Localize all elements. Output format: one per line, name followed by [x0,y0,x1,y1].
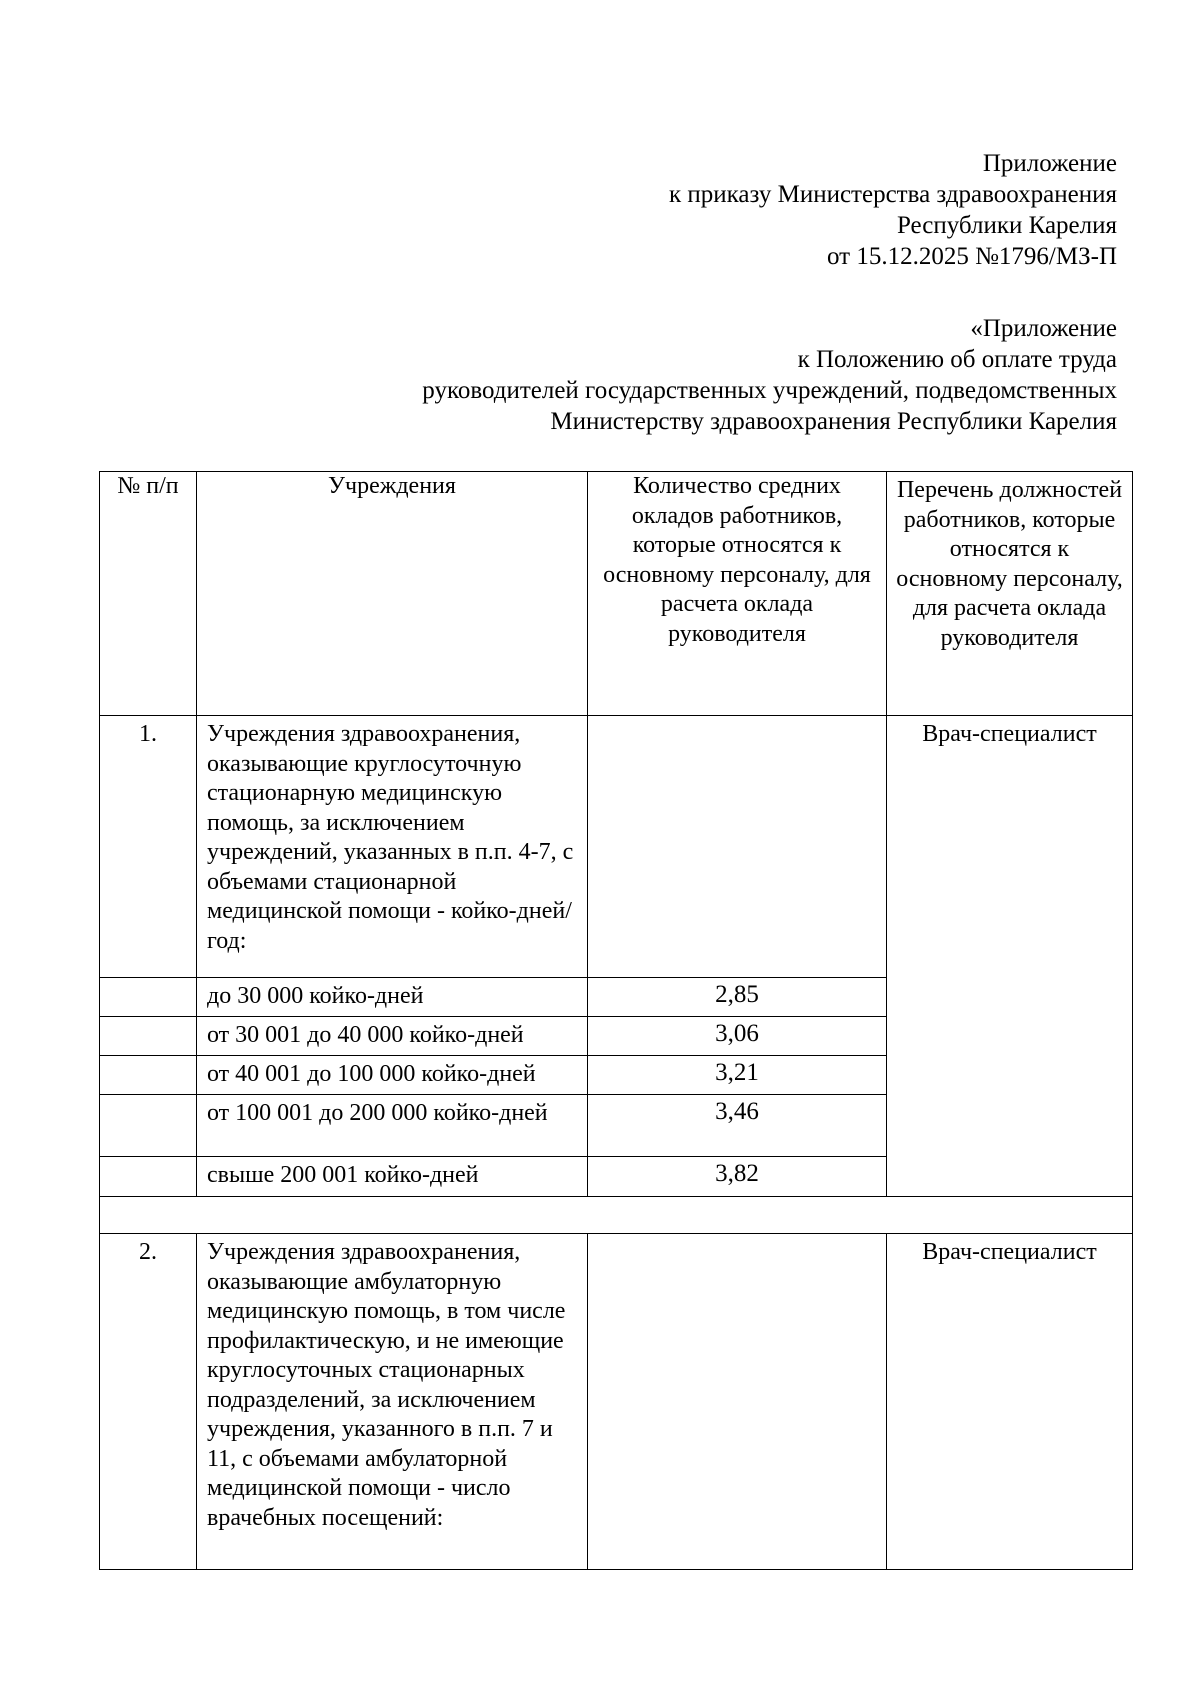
row-value: 3,46 [588,1095,887,1157]
regulation-header [422,313,1117,437]
row-label: от 40 001 до 100 000 койко-дней [197,1056,588,1095]
regulation-ministry-line: Министерству здравоохранения Республики Карелия [550,408,1117,435]
appendix-title: Приложение [982,150,1117,177]
regulation-title: «Приложение [970,315,1117,342]
regulation-managers-line: руководителей государственных учреждений, подведомственных [422,377,1117,404]
row-label: до 30 000 койко-дней [197,978,588,1017]
separator-row [100,1197,1133,1234]
empty-cell [588,716,887,978]
section-title: Учреждения здравоохранения, оказывающие круглосуточную стационарную медицинскую помощь, за исключением учреждений, указанных в п.п. 4-7, с объемами стационарной медицинской помощи - койко-дней/год: [197,716,588,978]
table-header-row [100,472,1133,716]
section-number: 2. [100,1234,197,1570]
empty-cell [100,1017,197,1056]
appendix-date-number: от 15.12.2025 №1796/МЗ-П [826,243,1117,270]
header-institutions: Учреждения [197,472,588,716]
row-label: от 30 001 до 40 000 койко-дней [197,1017,588,1056]
empty-cell [588,1234,887,1570]
empty-cell [100,1056,197,1095]
row-value: 3,82 [588,1157,887,1197]
regulation-subject-line: к Положению об оплате труда [797,346,1117,373]
separator-cell [100,1197,1133,1234]
table-row-section-1 [100,716,1133,978]
appendix-republic-line: Республики Карелия [896,212,1117,239]
row-value: 2,85 [588,978,887,1017]
salary-table [99,471,1133,1570]
row-value: 3,06 [588,1017,887,1056]
header-positions: Перечень должностей работников, которые относятся к основному персоналу, для расчета оклада руководителя [887,472,1133,716]
section-position: Врач-специалист [887,1234,1133,1570]
section-position: Врач-специалист [887,716,1133,1197]
section-number: 1. [100,716,197,978]
table-row-section-2 [100,1234,1133,1570]
empty-cell [100,1157,197,1197]
row-label: от 100 001 до 200 000 койко-дней [197,1095,588,1157]
empty-cell [100,978,197,1017]
header-num: № п/п [100,472,197,716]
appendix-header [669,148,1117,272]
header-quantity: Количество средних окладов работников, которые относятся к основному персоналу, для расчета оклада руководителя [588,472,887,716]
row-value: 3,21 [588,1056,887,1095]
appendix-order-line: к приказу Министерства здравоохранения [668,181,1117,208]
empty-cell [100,1095,197,1157]
section-title: Учреждения здравоохранения, оказывающие амбулаторную медицинскую помощь, в том числе профилактическую, и не имеющие круглосуточных стационарных подразделений, за исключением учреждения, указанного в п.п. 7 и 11, с объемами амбулаторной медицинской помощи - число врачебных посещений: [197,1234,588,1570]
row-label: свыше 200 001 койко-дней [197,1157,588,1197]
